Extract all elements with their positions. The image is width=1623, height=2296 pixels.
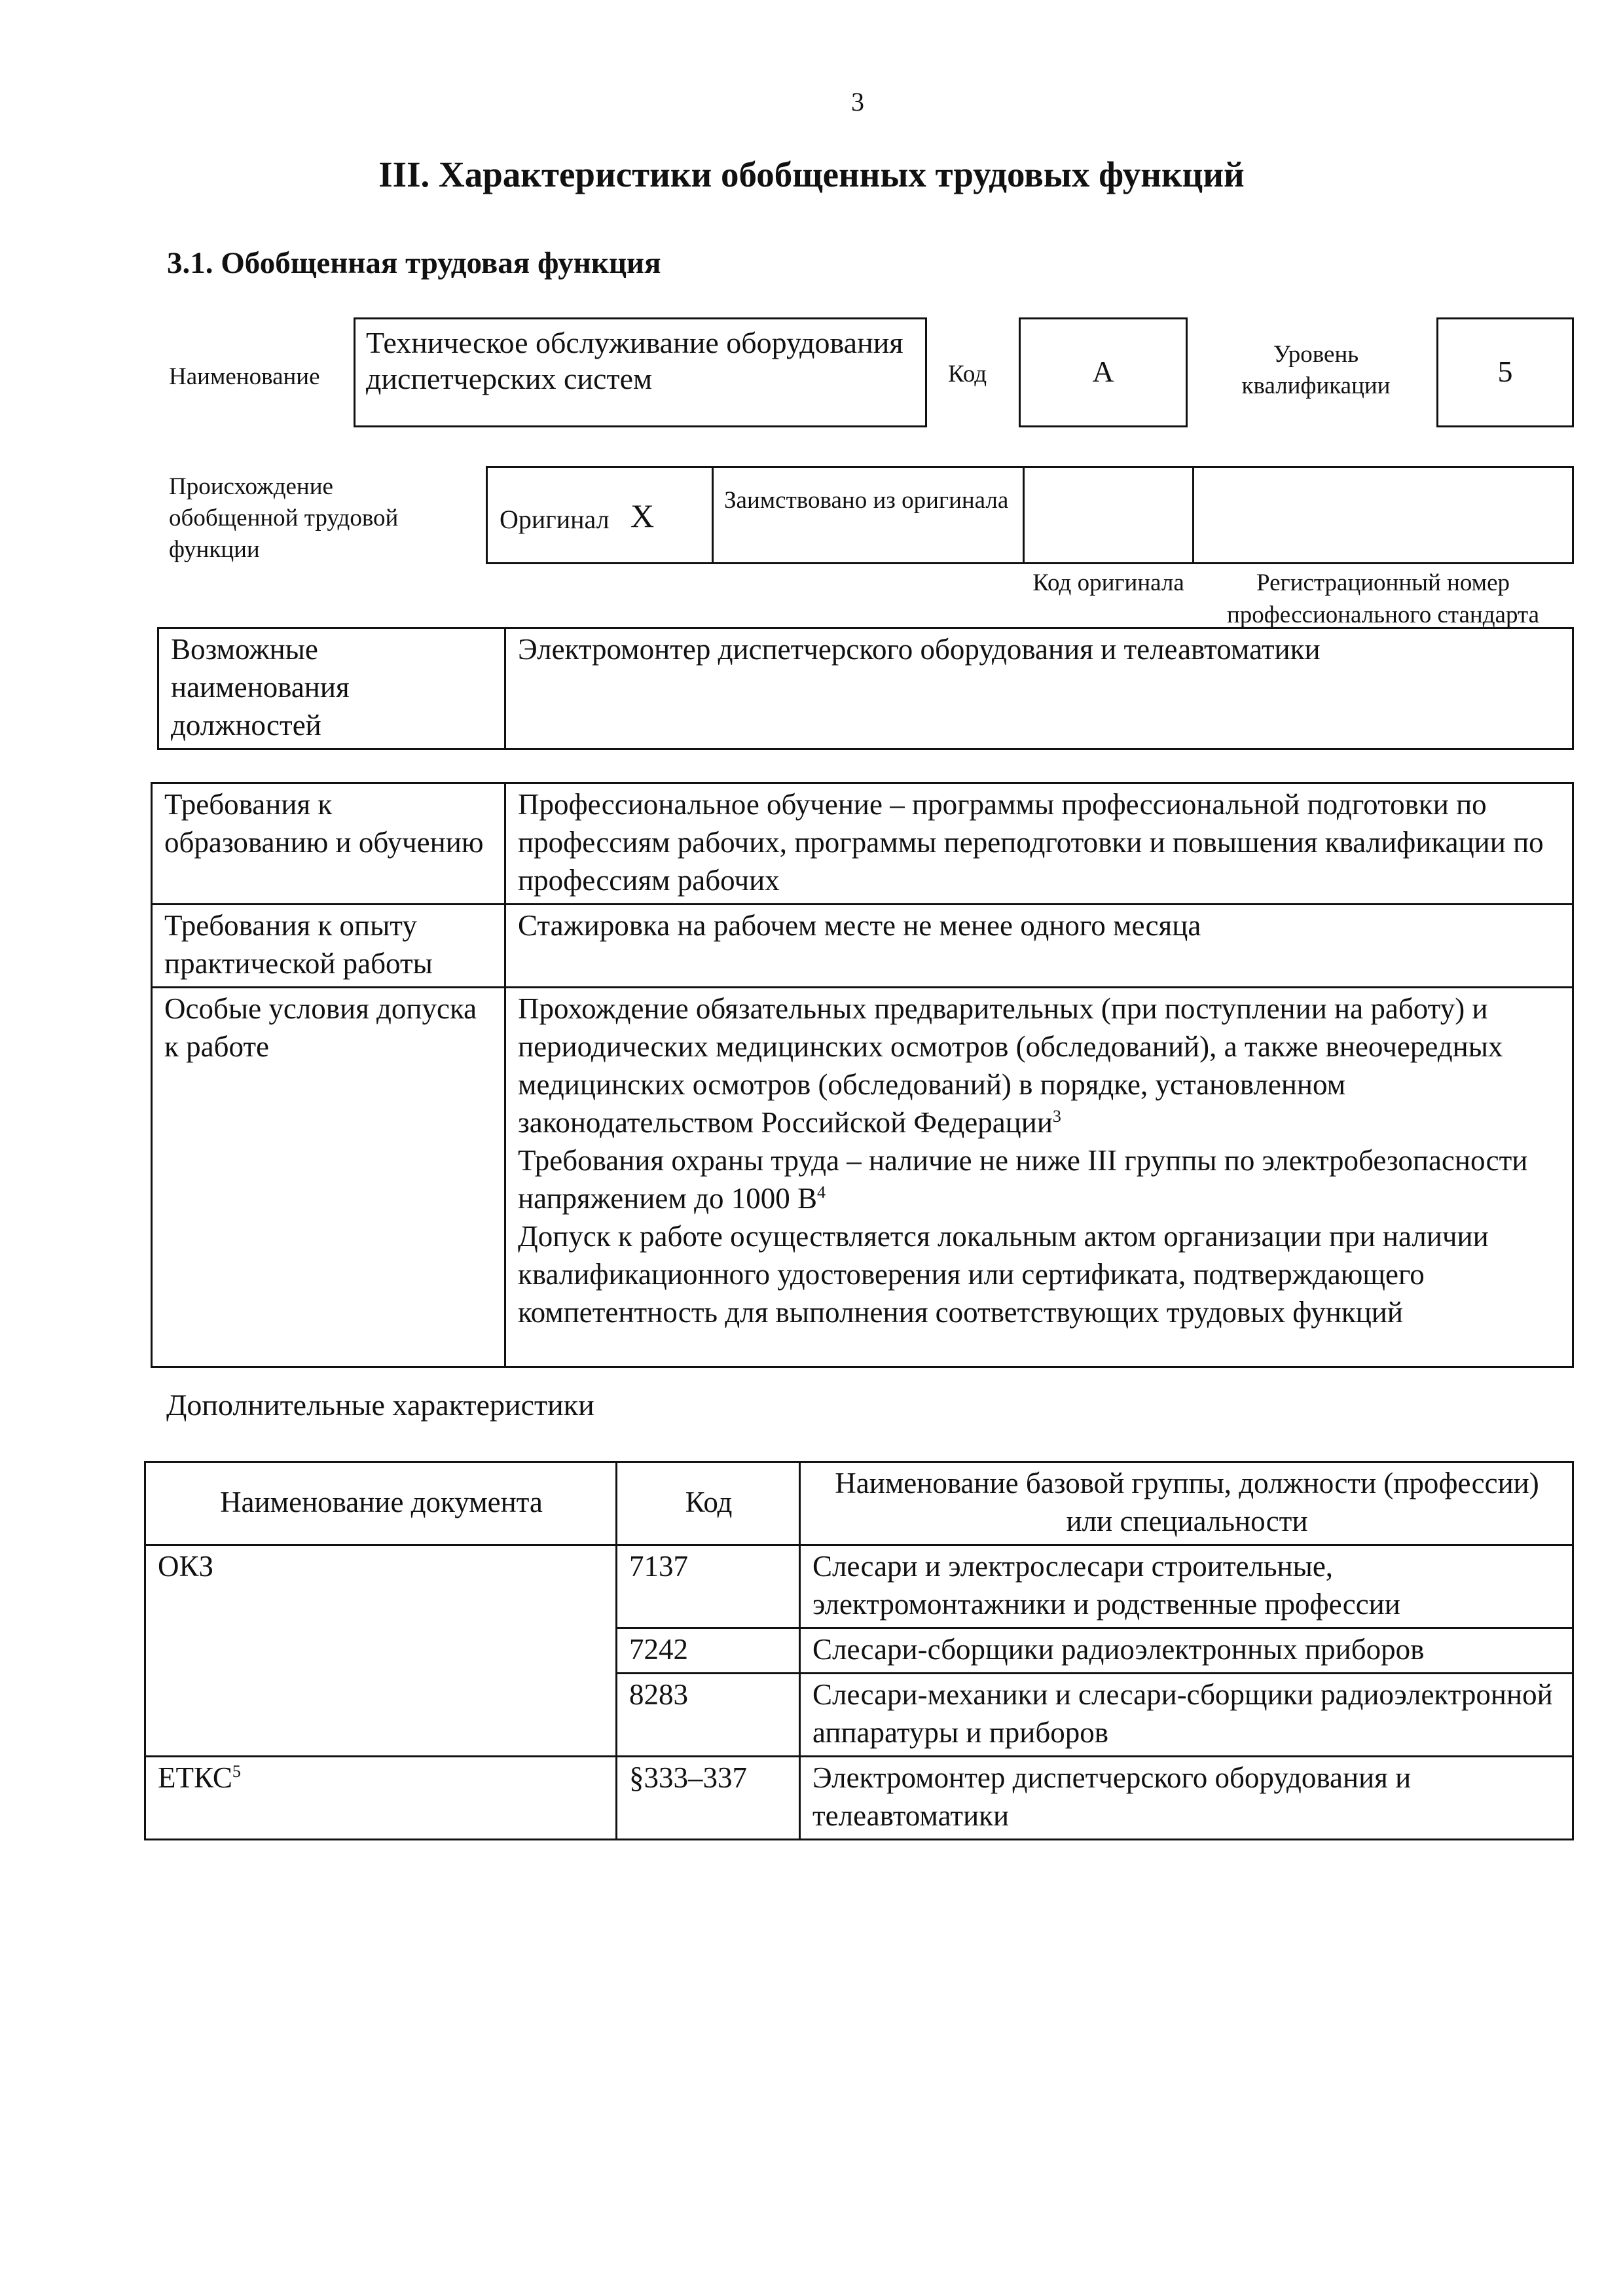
additional-title: Дополнительные характеристики — [166, 1388, 594, 1422]
original-mark: Х — [630, 497, 655, 534]
okz-name-7242: Слесари-сборщики радиоэлектронных приборов — [800, 1628, 1573, 1674]
etks-label: ЕТКС$^5$ — [145, 1757, 617, 1840]
registration-number-caption: Регистрационный номер профессионального стандарта — [1226, 569, 1540, 629]
education-label: Требования к образованию и обучению — [152, 783, 505, 905]
original-code-caption: Код оригинала — [1032, 569, 1184, 596]
additional-table — [144, 1461, 1574, 1840]
okz-label: ОКЗ — [145, 1545, 617, 1757]
requirements-table — [151, 782, 1574, 1368]
original-cell — [486, 466, 714, 564]
name-label: Наименование — [169, 363, 320, 390]
positions-value: Электромонтер диспетчерского оборудования и телеавтоматики — [505, 628, 1573, 749]
level-label: Уровень квалификации — [1241, 341, 1391, 400]
header-document: Наименование документа — [145, 1462, 617, 1545]
code-box — [1019, 317, 1188, 427]
header-code: Код — [617, 1462, 800, 1545]
section-title: III. Характеристики обобщенных трудовых функций — [378, 154, 1245, 194]
education-value: Профессиональное обучение – программы профессиональной подготовки по профессиям рабочих, программы переподготовки и повышения квалификации по профессиям рабочих — [505, 783, 1573, 905]
footnote-3: 3 — [1052, 1107, 1061, 1126]
level-value: 5 — [1497, 355, 1513, 388]
okz-name-7137: Слесари и электрослесари строительные, электромонтажники и родственные профессии — [800, 1545, 1573, 1628]
header-group-name: Наименование базовой группы, должности (профессии) или специальности — [800, 1462, 1573, 1545]
level-box — [1436, 317, 1574, 427]
footnote-4: 4 — [817, 1183, 826, 1202]
etks-name: Электромонтер диспетчерского оборудования и телеавтоматики — [800, 1757, 1573, 1840]
registration-number-cell — [1192, 466, 1574, 564]
borrowed-label: Заимствовано из оригинала — [724, 487, 1009, 514]
positions-table — [157, 627, 1574, 750]
experience-label: Требования к опыту практической работы — [152, 905, 505, 988]
okz-code-8283: 8283 — [617, 1674, 800, 1757]
special-conditions-value — [505, 988, 1573, 1367]
okz-code-7137: 7137 — [617, 1545, 800, 1628]
original-code-cell — [1023, 466, 1194, 564]
experience-value: Стажировка на рабочем месте не менее одного месяца — [505, 905, 1573, 988]
okz-name-8283: Слесари-механики и слесари-сборщики радиоэлектронной аппаратуры и приборов — [800, 1674, 1573, 1757]
positions-label: Возможные наименования должностей — [158, 628, 505, 749]
medical-exams-text: Прохождение обязательных предварительных (при поступлении на работу) и периодических медицинских осмотров (обследований), а также внеочередных медицинских осмотров (обследований) в порядке, установленном законодательством Российской Федерации$^3$ — [518, 992, 1503, 1139]
footnote-5: 5 — [232, 1762, 241, 1781]
name-box — [354, 317, 927, 427]
subsection-title: 3.1. Обобщенная трудовая функция — [167, 246, 661, 280]
origin-label: Происхождение обобщенной трудовой функции — [169, 473, 399, 564]
etks-code: §333–337 — [617, 1757, 800, 1840]
labor-safety-text: Требования охраны труда – наличие не ниже III группы по электробезопасности напряжением до 1000 $В^4$ — [518, 1144, 1528, 1215]
admission-text: Допуск к работе осуществляется локальным актом организации при наличии квалификационного удостоверения или сертификата, подтверждающего компетентность для выполнения соответствующих трудовых функций — [518, 1220, 1489, 1329]
code-value: А — [1092, 355, 1114, 388]
page-number: 3 — [851, 87, 864, 117]
special-conditions-label: Особые условия допуска к работе — [152, 988, 505, 1367]
okz-code-7242: 7242 — [617, 1628, 800, 1674]
name-value: Техническое обслуживание оборудования диспетчерских систем — [366, 326, 903, 396]
original-label: Оригинал — [500, 505, 610, 534]
borrowed-cell — [712, 466, 1025, 564]
code-label: Код — [948, 361, 987, 387]
